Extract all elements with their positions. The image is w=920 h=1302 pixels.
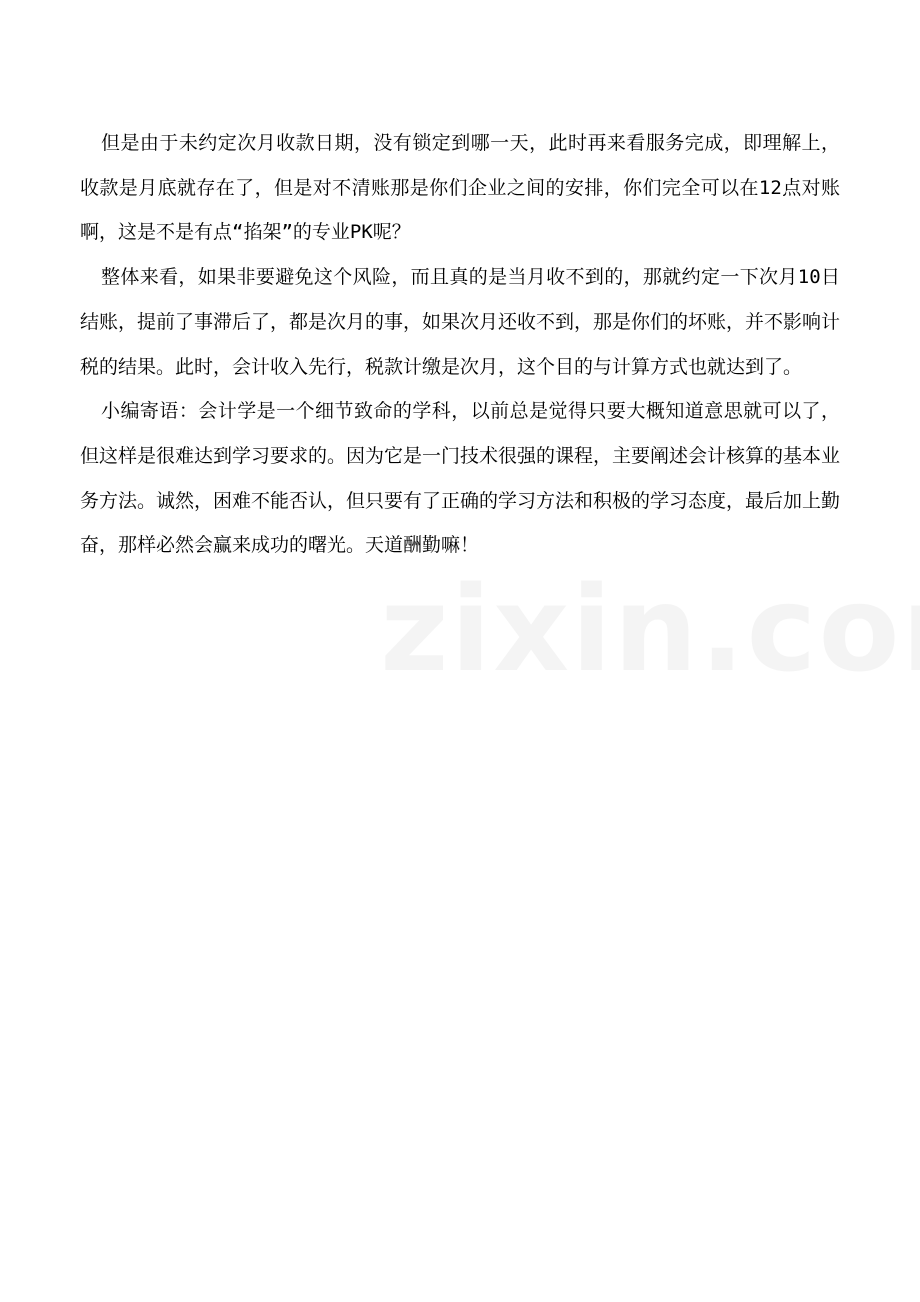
paragraph-2: 整体来看，如果非要避免这个风险，而且真的是当月收不到的，那就约定一下次月10日结账，提前了事滞后了，都是次月的事，如果次月还收不到，那是你们的坏账，并不影响计税的结果。此时，会计收入先行，税款计缴是次月，这个目的与计算方式也就达到了。 xyxy=(80,266,841,378)
document-body xyxy=(80,121,840,568)
watermark xyxy=(380,560,920,698)
paragraph-1: 但是由于未约定次月收款日期，没有锁定到哪一天，此时再来看服务完成，即理解上，收款是月底就存在了，但是对不清账那是你们企业之间的安排，你们完全可以在12点对账啊，这是不是有点“掐架”的专业PK呢？ xyxy=(80,132,840,244)
paragraph-3: 小编寄语：会计学是一个细节致命的学科，以前总是觉得只要大概知道意思就可以了，但这样是很难达到学习要求的。因为它是一门技术很强的课程，主要阐述会计核算的基本业务方法。诚然，困难不能否认，但只要有了正确的学习方法和积极的学习态度，最后加上勤奋，那样必然会赢来成功的曙光。天道酬勤嘛！ xyxy=(80,400,841,557)
